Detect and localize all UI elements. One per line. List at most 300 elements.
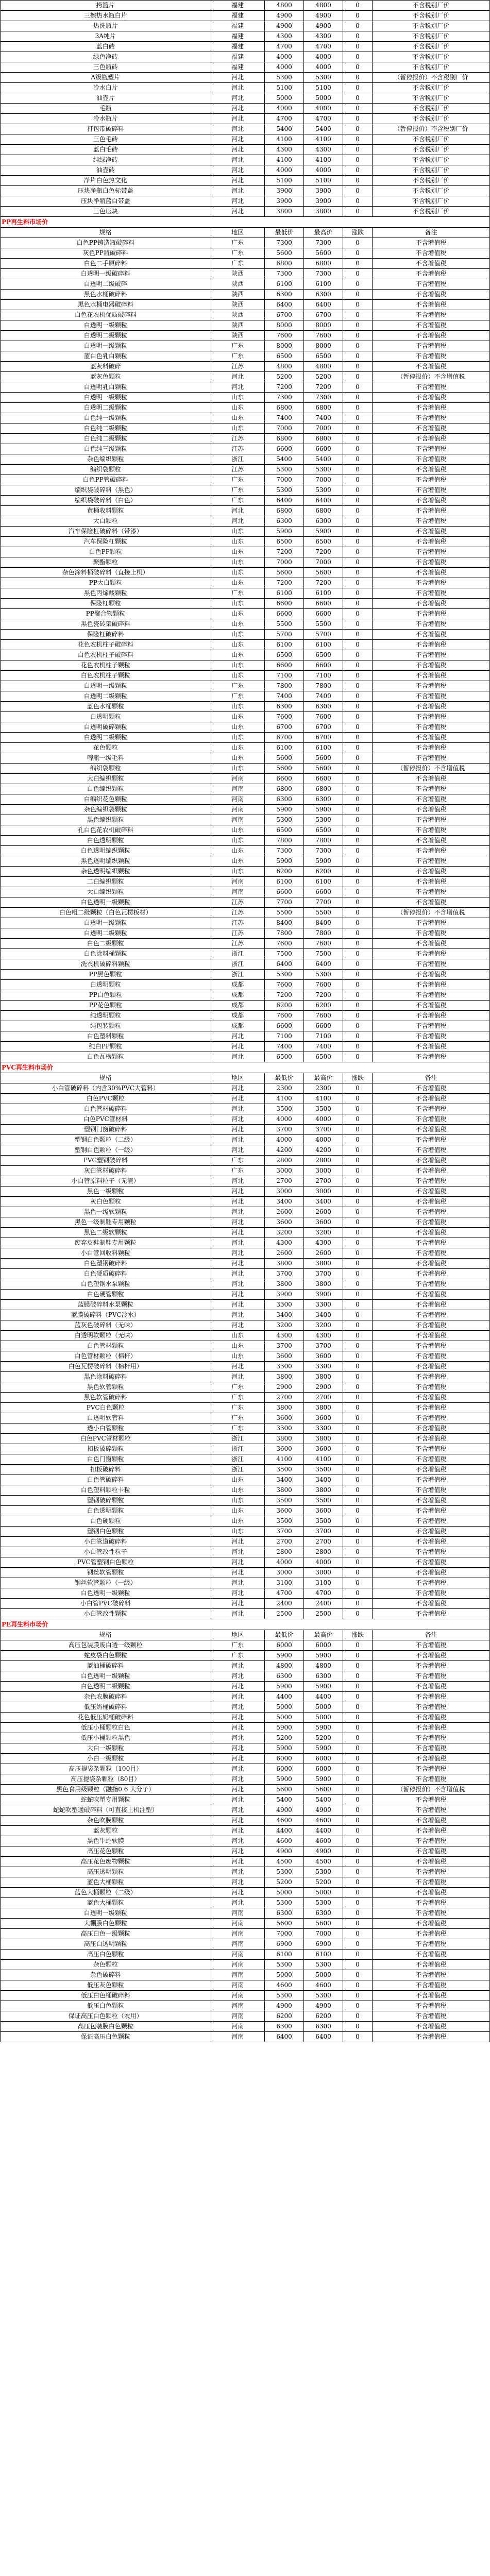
cell-min-price: 8000 (265, 320, 304, 331)
cell-max-price: 6700 (304, 722, 343, 733)
cell-note: 不含增值税 (373, 1351, 490, 1362)
cell-region: 河北 (211, 372, 265, 382)
cell-region: 河南 (211, 815, 265, 825)
cell-note: 不含增值税 (373, 619, 490, 630)
cell-change: 0 (343, 1351, 373, 1362)
table-row (1, 1444, 490, 1454)
cell-change: 0 (343, 320, 373, 331)
cell-region: 河北 (211, 124, 265, 134)
header-change: 涨跌 (343, 228, 373, 238)
cell-note: 不含税别厂价 (373, 42, 490, 52)
cell-note: 不含增值税 (373, 351, 490, 362)
cell-region: 成都 (211, 1011, 265, 1021)
table-row (1, 1248, 490, 1259)
cell-region: 河北 (211, 1135, 265, 1145)
table-row (1, 475, 490, 485)
cell-spec: 小白管道破碎料 (1, 1537, 211, 1547)
cell-spec: 净片白色热文化 (1, 176, 211, 186)
cell-change: 0 (343, 165, 373, 176)
cell-max-price: 2600 (304, 1207, 343, 1217)
cell-note: 不含增值税 (373, 815, 490, 825)
cell-max-price: 3800 (304, 1485, 343, 1496)
cell-min-price: 6100 (265, 640, 304, 650)
cell-max-price: 5000 (304, 1702, 343, 1713)
cell-max-price: 5600 (304, 568, 343, 578)
cell-min-price: 7200 (265, 382, 304, 393)
cell-note: 不含税别厂价 (373, 176, 490, 186)
table-row (1, 1908, 490, 1919)
cell-max-price: 6300 (304, 516, 343, 527)
cell-min-price: 5500 (265, 619, 304, 630)
cell-max-price: 7500 (304, 949, 343, 959)
cell-max-price: 5000 (304, 1713, 343, 1723)
cell-region: 河南 (211, 1929, 265, 1939)
cell-spec: 热洗瓶片 (1, 21, 211, 31)
cell-change: 0 (343, 1651, 373, 1661)
cell-change: 0 (343, 1908, 373, 1919)
cell-min-price: 7000 (265, 423, 304, 434)
table-row (1, 2011, 490, 2022)
cell-region: 广东 (211, 341, 265, 351)
cell-spec: 杂色颗粒 (1, 1960, 211, 1970)
cell-min-price: 6500 (265, 537, 304, 547)
cell-max-price: 3700 (304, 1341, 343, 1351)
cell-region: 福建 (211, 1, 265, 11)
cell-max-price: 4900 (304, 2001, 343, 2011)
cell-note: 不含增值税 (373, 506, 490, 516)
cell-note: 不含增值税 (373, 1269, 490, 1279)
cell-region: 山东 (211, 1496, 265, 1506)
cell-region: 陕西 (211, 300, 265, 310)
cell-region: 河北 (211, 155, 265, 165)
cell-change: 0 (343, 341, 373, 351)
cell-spec: 塑钢白色颗粒（一级） (1, 1145, 211, 1156)
cell-note: 不含增值税 (373, 897, 490, 908)
cell-change: 0 (343, 259, 373, 269)
table-header-row (1, 228, 490, 238)
cell-max-price: 5600 (304, 1919, 343, 1929)
cell-note: 不含增值税 (373, 1867, 490, 1877)
cell-note: 不含增值税 (373, 1671, 490, 1682)
cell-region: 浙江 (211, 1434, 265, 1444)
cell-region: 河北 (211, 1898, 265, 1908)
table-row (1, 671, 490, 681)
cell-region: 江苏 (211, 444, 265, 454)
table-row (1, 413, 490, 423)
cell-note: 不含增值税 (373, 774, 490, 784)
cell-change: 0 (343, 1228, 373, 1238)
cell-max-price: 5300 (304, 465, 343, 475)
table-row (1, 980, 490, 990)
cell-min-price: 6200 (265, 867, 304, 877)
cell-spec: 蓝灰色颗粒 (1, 372, 211, 382)
cell-min-price: 3600 (265, 1217, 304, 1228)
cell-min-price: 3600 (265, 1444, 304, 1454)
cell-spec: 蓝白色乳白颗粒 (1, 351, 211, 362)
cell-min-price: 3900 (265, 186, 304, 196)
cell-spec: 白色塑料颗粒卡粒 (1, 1485, 211, 1496)
cell-change: 0 (343, 1991, 373, 2001)
cell-change: 0 (343, 114, 373, 124)
cell-spec: 汽车保险杠颗粒 (1, 537, 211, 547)
cell-spec: 白色PP铸造瓶破碎料 (1, 238, 211, 248)
cell-change: 0 (343, 753, 373, 764)
cell-spec: 蓝色大桶颗粒 (1, 1877, 211, 1888)
cell-max-price: 7600 (304, 331, 343, 341)
cell-min-price: 4900 (265, 1846, 304, 1857)
table-row (1, 939, 490, 949)
cell-min-price: 5200 (265, 1733, 304, 1743)
cell-max-price: 6300 (304, 2022, 343, 2032)
cell-region: 河北 (211, 1599, 265, 1609)
table-row (1, 1774, 490, 1785)
cell-region: 河北 (211, 1187, 265, 1197)
cell-spec: 大白一级颗粒 (1, 1743, 211, 1754)
cell-note: 不含增值税 (373, 1104, 490, 1114)
cell-max-price: 3300 (304, 1423, 343, 1434)
cell-change: 0 (343, 279, 373, 290)
cell-spec: 白透明一级颗粒 (1, 393, 211, 403)
cell-min-price: 5500 (265, 908, 304, 918)
cell-spec: 蓝白砖 (1, 42, 211, 52)
table-row (1, 1413, 490, 1423)
table-row (1, 990, 490, 1001)
table-row (1, 1764, 490, 1774)
cell-min-price: 3300 (265, 1423, 304, 1434)
section-title: PP再生料市场价 (0, 217, 490, 227)
price-section (0, 217, 490, 1062)
cell-note: 不含增值税 (373, 485, 490, 496)
cell-region: 河北 (211, 1104, 265, 1114)
table-row (1, 176, 490, 186)
cell-region: 河北 (211, 1228, 265, 1238)
cell-change: 0 (343, 1764, 373, 1774)
cell-change: 0 (343, 733, 373, 743)
cell-region: 陕西 (211, 320, 265, 331)
cell-spec: 蓝灰颗粒 (1, 1826, 211, 1836)
price-table (0, 1073, 490, 1619)
cell-region: 山东 (211, 702, 265, 712)
cell-min-price: 3800 (265, 1434, 304, 1444)
cell-max-price: 4300 (304, 1238, 343, 1248)
cell-note: 不含增值税 (373, 341, 490, 351)
table-row (1, 1, 490, 11)
cell-change: 0 (343, 1413, 373, 1423)
cell-max-price: 4300 (304, 31, 343, 42)
cell-change: 0 (343, 537, 373, 547)
header-spec: 规格 (1, 228, 211, 238)
cell-note: 不含增值税 (373, 1382, 490, 1393)
cell-change: 0 (343, 1454, 373, 1465)
cell-note: 不含增值税 (373, 444, 490, 454)
cell-max-price: 2900 (304, 1382, 343, 1393)
cell-change: 0 (343, 124, 373, 134)
cell-note: 不含增值税 (373, 836, 490, 846)
table-row (1, 702, 490, 712)
cell-max-price: 5100 (304, 176, 343, 186)
cell-region: 山东 (211, 599, 265, 609)
cell-note: （暂停报价）不含增值税 (373, 1785, 490, 1795)
cell-note: 不含增值税 (373, 1279, 490, 1290)
cell-spec: 编织袋破碎料（白色） (1, 496, 211, 506)
cell-region: 河南 (211, 1991, 265, 2001)
cell-max-price: 7000 (304, 557, 343, 568)
cell-min-price: 4300 (265, 1331, 304, 1341)
cell-max-price: 4600 (304, 1816, 343, 1826)
cell-note: 不含增值税 (373, 650, 490, 660)
table-row (1, 1104, 490, 1114)
cell-note: 不含税别厂价 (373, 52, 490, 62)
table-row (1, 774, 490, 784)
cell-change: 0 (343, 1269, 373, 1279)
cell-min-price: 4800 (265, 1661, 304, 1671)
cell-min-price: 4300 (265, 31, 304, 42)
cell-min-price: 6100 (265, 588, 304, 599)
cell-max-price: 7600 (304, 712, 343, 722)
cell-change: 0 (343, 1980, 373, 1991)
table-row (1, 1578, 490, 1588)
cell-region: 河南 (211, 1950, 265, 1960)
table-row (1, 1403, 490, 1413)
cell-max-price: 5600 (304, 764, 343, 774)
cell-note: 不含增值税 (373, 248, 490, 259)
cell-region: 山东 (211, 578, 265, 588)
cell-note: 不含增值税 (373, 1733, 490, 1743)
cell-note: 不含增值税 (373, 1640, 490, 1651)
cell-spec: 白透明一级颗粒 (1, 1908, 211, 1919)
cell-min-price: 7200 (265, 990, 304, 1001)
cell-max-price: 4600 (304, 1836, 343, 1846)
cell-spec: 白色透明一级颗粒 (1, 1588, 211, 1599)
table-row (1, 423, 490, 434)
cell-region: 河北 (211, 1114, 265, 1125)
cell-region: 福建 (211, 42, 265, 52)
cell-spec: 汽车保险杠破碎料（带漆） (1, 527, 211, 537)
cell-spec: 纯绿净砖 (1, 155, 211, 165)
cell-spec: 白色PP颗粒 (1, 547, 211, 557)
cell-note: 不含增值税 (373, 702, 490, 712)
cell-change: 0 (343, 1950, 373, 1960)
cell-max-price: 5300 (304, 485, 343, 496)
cell-region: 河北 (211, 1774, 265, 1785)
table-row (1, 1682, 490, 1692)
cell-min-price: 5000 (265, 1888, 304, 1898)
cell-region: 河北 (211, 1743, 265, 1754)
cell-change: 0 (343, 248, 373, 259)
cell-region: 河北 (211, 1661, 265, 1671)
table-row (1, 1877, 490, 1888)
cell-note: 不含增值税 (373, 1135, 490, 1145)
cell-max-price: 7200 (304, 578, 343, 588)
cell-change: 0 (343, 362, 373, 372)
cell-min-price: 6300 (265, 1671, 304, 1682)
cell-spec: 灰白管材破碎料 (1, 1166, 211, 1176)
price-table (0, 227, 490, 1062)
table-row (1, 393, 490, 403)
cell-region: 河南 (211, 2011, 265, 2022)
table-row (1, 753, 490, 764)
cell-spec: 低压小桶颗粒白色 (1, 1723, 211, 1733)
table-row (1, 1290, 490, 1300)
cell-min-price: 3900 (265, 1290, 304, 1300)
cell-spec: A级瓶塑片 (1, 73, 211, 83)
cell-spec: 高压提袋杂颗粒（80目） (1, 1774, 211, 1785)
cell-min-price: 7700 (265, 897, 304, 908)
cell-min-price: 4600 (265, 1816, 304, 1826)
cell-change: 0 (343, 1888, 373, 1898)
table-row (1, 73, 490, 83)
header-note: 备注 (373, 1073, 490, 1083)
table-row (1, 279, 490, 290)
table-row (1, 1238, 490, 1248)
cell-max-price: 6600 (304, 1021, 343, 1031)
cell-max-price: 6700 (304, 733, 343, 743)
cell-spec: 白色PVC管材料 (1, 1114, 211, 1125)
table-row (1, 1156, 490, 1166)
cell-change: 0 (343, 1114, 373, 1125)
cell-min-price: 6600 (265, 609, 304, 619)
cell-min-price: 5900 (265, 1682, 304, 1692)
cell-min-price: 5300 (265, 970, 304, 980)
cell-change: 0 (343, 928, 373, 939)
cell-note: 不含增值税 (373, 1454, 490, 1465)
cell-region: 河南 (211, 794, 265, 805)
cell-change: 0 (343, 774, 373, 784)
cell-max-price: 2700 (304, 1537, 343, 1547)
table-row (1, 1217, 490, 1228)
cell-change: 0 (343, 496, 373, 506)
table-row (1, 836, 490, 846)
cell-spec: PP大白颗粒 (1, 578, 211, 588)
cell-min-price: 6300 (265, 2022, 304, 2032)
cell-region: 河北 (211, 1547, 265, 1557)
cell-change: 0 (343, 1960, 373, 1970)
cell-region: 浙江 (211, 1444, 265, 1454)
cell-note: 不含增值税 (373, 1888, 490, 1898)
cell-note: （暂停报价）不含税别厂价 (373, 124, 490, 134)
cell-max-price: 5500 (304, 908, 343, 918)
cell-spec: 打包带破碎料 (1, 124, 211, 134)
cell-change: 0 (343, 1805, 373, 1816)
cell-note: 不含增值税 (373, 1125, 490, 1135)
cell-region: 广东 (211, 691, 265, 702)
cell-region: 江苏 (211, 918, 265, 928)
cell-note: 不含增值税 (373, 475, 490, 485)
cell-note: 不含增值税 (373, 1826, 490, 1836)
cell-min-price: 6300 (265, 1908, 304, 1919)
cell-max-price: 6500 (304, 351, 343, 362)
cell-min-price: 4900 (265, 11, 304, 21)
cell-spec: 孔白色花农机破碎料 (1, 825, 211, 836)
cell-note: 不含增值税 (373, 949, 490, 959)
cell-min-price: 7600 (265, 1011, 304, 1021)
table-row (1, 372, 490, 382)
cell-change: 0 (343, 959, 373, 970)
cell-note: 不含增值税 (373, 1217, 490, 1228)
cell-change: 0 (343, 1372, 373, 1382)
cell-note: 不含增值税 (373, 547, 490, 557)
cell-change: 0 (343, 1774, 373, 1785)
cell-change: 0 (343, 887, 373, 897)
cell-change: 0 (343, 1702, 373, 1713)
cell-max-price: 4000 (304, 165, 343, 176)
table-row (1, 21, 490, 31)
table-row (1, 1867, 490, 1877)
cell-change: 0 (343, 1465, 373, 1475)
table-row (1, 506, 490, 516)
cell-note: 不含增值税 (373, 1599, 490, 1609)
cell-min-price: 2900 (265, 1382, 304, 1393)
table-row (1, 588, 490, 599)
cell-max-price: 4700 (304, 42, 343, 52)
cell-min-price: 3800 (265, 1372, 304, 1382)
cell-min-price: 6600 (265, 444, 304, 454)
cell-min-price: 4100 (265, 1094, 304, 1104)
cell-region: 河北 (211, 1362, 265, 1372)
cell-min-price: 7300 (265, 238, 304, 248)
table-row (1, 516, 490, 527)
cell-min-price: 7100 (265, 1031, 304, 1042)
cell-change: 0 (343, 300, 373, 310)
cell-spec: 压块净瓶白色标带盖 (1, 186, 211, 196)
cell-spec: 黑色软管颗粒 (1, 1382, 211, 1393)
table-row (1, 640, 490, 650)
cell-spec: 杂色破碎料 (1, 1970, 211, 1980)
cell-change: 0 (343, 702, 373, 712)
table-row (1, 1970, 490, 1980)
cell-min-price: 6400 (265, 496, 304, 506)
cell-region: 河北 (211, 1042, 265, 1052)
cell-note: 不含增值税 (373, 743, 490, 753)
table-row (1, 444, 490, 454)
cell-max-price: 5900 (304, 805, 343, 815)
cell-spec: 聚酯颗粒 (1, 557, 211, 568)
cell-max-price: 5900 (304, 1774, 343, 1785)
cell-change: 0 (343, 1052, 373, 1062)
cell-note: 不含增值税 (373, 1919, 490, 1929)
cell-min-price: 5600 (265, 1919, 304, 1929)
cell-note: 不含增值税 (373, 1444, 490, 1454)
cell-spec: 白色硬颗粒 (1, 1516, 211, 1527)
cell-note: 不含增值税 (373, 1042, 490, 1052)
table-row (1, 1187, 490, 1197)
cell-spec: 花色农机柱子破碎料 (1, 640, 211, 650)
cell-region: 河北 (211, 1557, 265, 1568)
table-row (1, 1568, 490, 1578)
cell-change: 0 (343, 21, 373, 31)
cell-region: 广东 (211, 496, 265, 506)
table-row (1, 1661, 490, 1671)
cell-min-price: 6600 (265, 1021, 304, 1031)
cell-region: 陕西 (211, 279, 265, 290)
cell-note: 不含增值税 (373, 733, 490, 743)
price-section (0, 0, 490, 217)
cell-spec: PVC管塑钢白色颗粒 (1, 1557, 211, 1568)
cell-region: 广东 (211, 681, 265, 691)
cell-max-price: 4200 (304, 1145, 343, 1156)
cell-note: 不含增值税 (373, 320, 490, 331)
cell-min-price: 7800 (265, 928, 304, 939)
cell-note: 不含增值税 (373, 1547, 490, 1557)
cell-region: 山东 (211, 537, 265, 547)
table-row (1, 238, 490, 248)
cell-note: 不含税别厂价 (373, 145, 490, 155)
cell-min-price: 5300 (265, 465, 304, 475)
cell-max-price: 3000 (304, 1187, 343, 1197)
cell-change: 0 (343, 196, 373, 207)
cell-min-price: 7600 (265, 331, 304, 341)
table-row (1, 1423, 490, 1434)
